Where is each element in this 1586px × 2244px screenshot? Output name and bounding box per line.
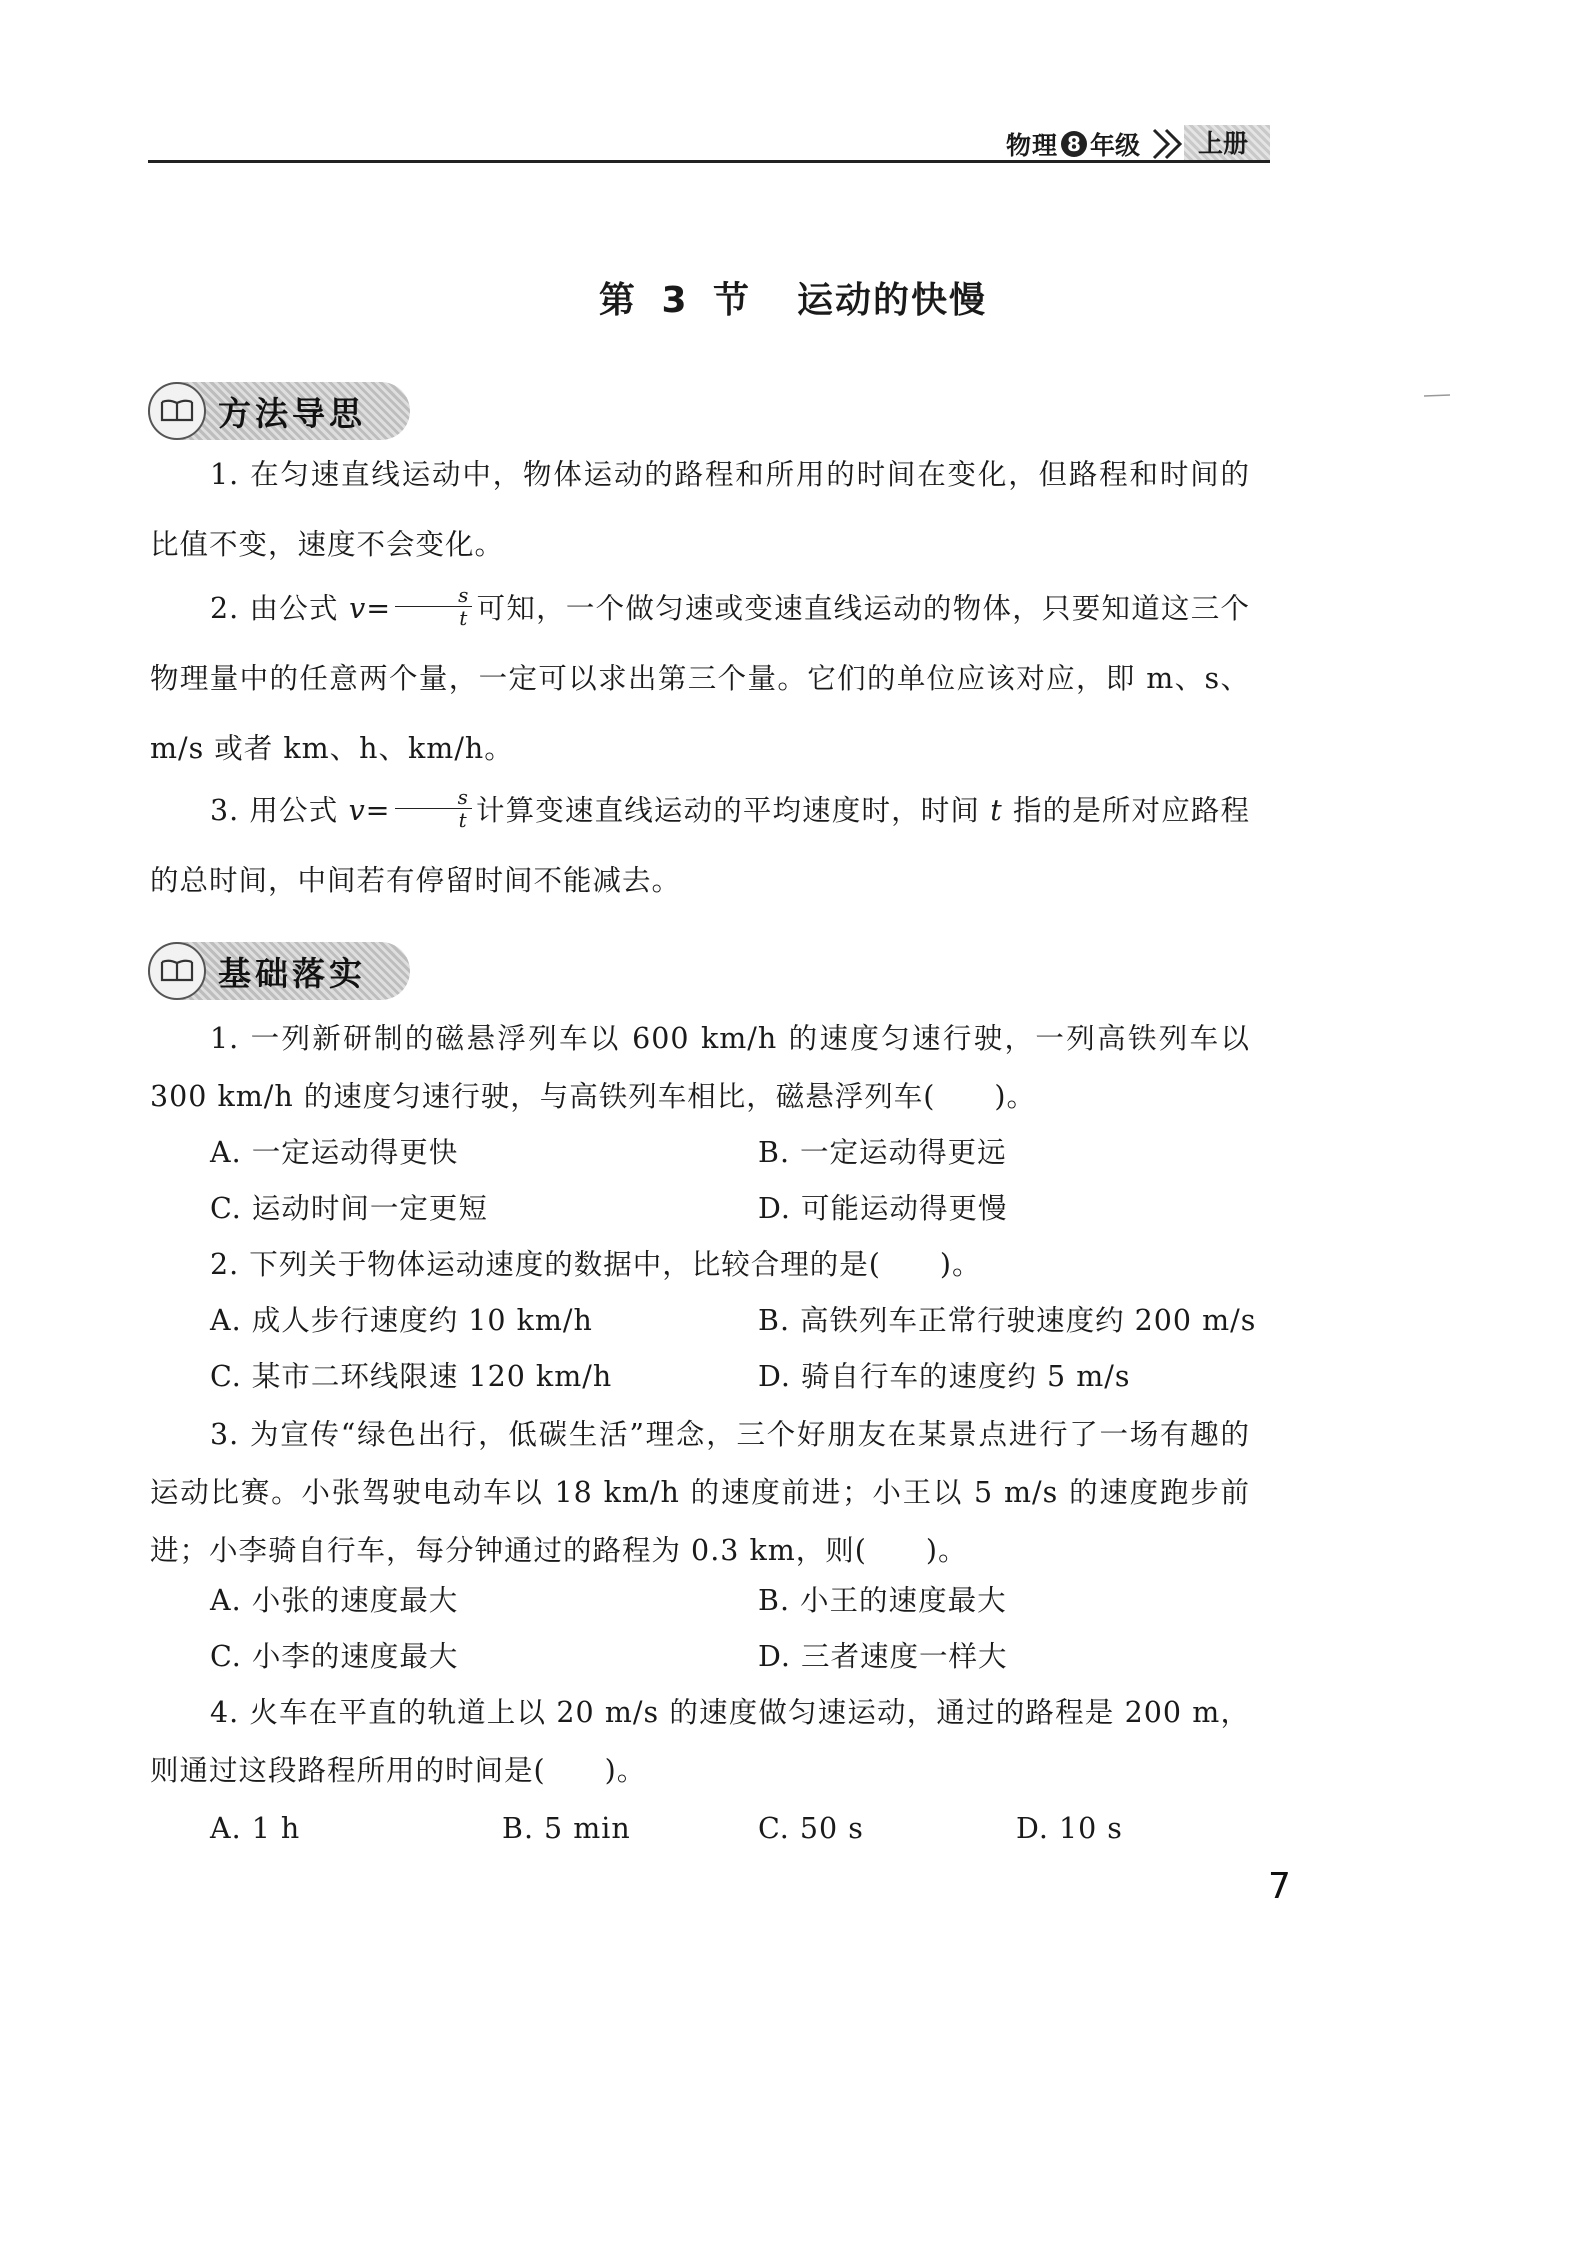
option-b: B. 高铁列车正常行驶速度约 200 m/s: [758, 1304, 1257, 1337]
formula-lhs: v=: [348, 794, 391, 827]
header-grade-number: 8: [1061, 131, 1087, 157]
page-title: [0, 272, 1586, 323]
section-name: 运动的快慢: [797, 280, 988, 321]
question-1: 1. 一列新研制的磁悬浮列车以 600 km/h 的速度匀速行驶，一列高铁列车以 300 km/h 的速度匀速行驶，与高铁列车相比，磁悬浮列车( )。: [150, 1022, 1250, 1113]
formula-fraction: $\frac{s}{t}$: [395, 584, 472, 629]
question-2: 2. 下列关于物体运动速度的数据中，比较合理的是( )。: [210, 1248, 982, 1281]
option-a: A. 小张的速度最大: [210, 1584, 459, 1617]
option-d: D. 三者速度一样大: [758, 1640, 1008, 1673]
formula-fraction: $\frac{s}{t}$: [395, 786, 472, 831]
method-paragraph-3: 3. 用公式 v= $\frac{s}{t}$ 计算变速直线运动的平均速度时，时间 t 指的是所对应路程的总时间，中间若有停留时间不能减去。: [150, 785, 1251, 897]
question-2-options: [210, 1292, 1257, 1350]
header-rule: [148, 160, 1270, 163]
header-book-info: [1006, 124, 1270, 164]
question-1-options: [210, 1180, 1250, 1238]
section-tag-label: 基础落实: [218, 953, 366, 993]
formula-lhs: v=: [349, 592, 392, 625]
method-paragraph-1: 1. 在匀速直线运动中，物体运动的路程和所用的时间在变化，但路程和时间的比值不变，速度不会变化。: [150, 458, 1250, 561]
option-c: C. 50 s: [758, 1812, 864, 1845]
section-tag-label: 方法导思: [218, 393, 366, 433]
option-d: D. 可能运动得更慢: [758, 1192, 1008, 1225]
question-3-options: [210, 1628, 1250, 1686]
option-a: A. 一定运动得更快: [210, 1136, 459, 1169]
section-tag-method: [148, 382, 366, 440]
question-3-options: [210, 1572, 1250, 1630]
section-tag-basic: [148, 942, 366, 1000]
option-a: A. 成人步行速度约 10 km/h: [210, 1304, 593, 1337]
header-grade-suffix: 年级: [1089, 131, 1140, 160]
option-d: D. 骑自行车的速度约 5 m/s: [758, 1360, 1131, 1393]
header-volume: 上册: [1184, 125, 1270, 163]
option-d: D. 10 s: [1016, 1812, 1123, 1845]
option-c: C. 运动时间一定更短: [210, 1192, 488, 1225]
option-a: A. 1 h: [210, 1812, 301, 1845]
option-b: B. 一定运动得更远: [758, 1136, 1007, 1169]
question-3: 3. 为宣传“绿色出行，低碳生活”理念，三个好朋友在某景点进行了一场有趣的运动比赛。小张驾驶电动车以 18 km/h 的速度前进；小王以 5 m/s 的速度跑步前进；小李骑自行车，每分钟通过的路程为 0.3 km，则( )。: [150, 1418, 1250, 1567]
question-1-options: [210, 1124, 1250, 1182]
scan-mark: [1424, 394, 1450, 397]
question-4: 4. 火车在平直的轨道上以 20 m/s 的速度做匀速运动，通过的路程是 200 m，则通过这段路程所用的时间是( )。: [150, 1696, 1250, 1787]
section-number: 第 3 节: [598, 280, 752, 321]
book-icon: [160, 398, 194, 424]
page-number: 7: [1268, 1866, 1291, 1907]
page-header: [148, 118, 1270, 166]
option-b: B. 小王的速度最大: [758, 1584, 1007, 1617]
book-icon: [160, 958, 194, 984]
question-2-options: [210, 1348, 1250, 1406]
option-b: B. 5 min: [502, 1812, 631, 1845]
option-c: C. 小李的速度最大: [210, 1640, 459, 1673]
header-subject: 物理: [1005, 131, 1058, 160]
option-c: C. 某市二环线限速 120 km/h: [210, 1360, 613, 1393]
method-paragraph-2: 2. 由公式 v= $\frac{s}{t}$ 可知，一个做匀速或变速直线运动的物体，只要知道这三个物理量中的任意两个量，一定可以求出第三个量。它们的单位应该对应，即 m、s、m/s 或者 km、h、km/h。: [150, 583, 1250, 765]
question-4-options: [210, 1800, 1250, 1858]
